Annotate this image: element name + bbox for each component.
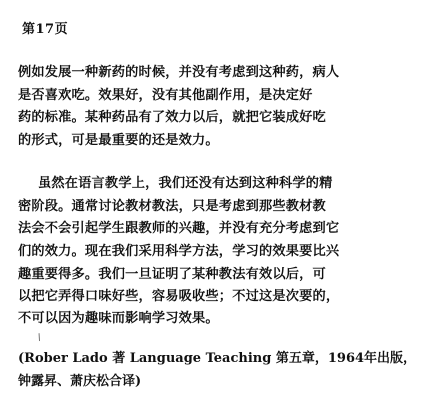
paragraph-2-line: 法会不会引起学生跟教师的兴趣，并没有充分考虑到它 [18,221,340,236]
paragraph-1-line: 例如发展一种新药的时候，并没有考虑到这种药，病人 [18,65,340,80]
paragraph-1-line: 是否喜欢吃。效果好，没有其他副作用，是决定好 [18,88,313,103]
paragraph-2-line: 们的效力。现在我们采用科学方法，学习的效果要比兴 [18,244,340,259]
citation-line: 钟露昇、萧庆松合译) [18,374,142,389]
paragraph-2-line: 不可以因为趣味而影响学习效果。 [18,311,219,326]
citation-line: (Rober Lado 著 Language Teaching 第五章，1964年出版， [18,351,417,366]
stray-pen-mark: / [36,332,43,344]
paragraph-2-line: 以把它弄得口味好些，容易吸收些；不过这是次要的， [18,289,340,304]
paragraph-2-line: 趣重要得多。我们一旦证明了某种教法有效以后，可 [18,267,326,282]
page-number-label: 第17页 [22,22,69,37]
paragraph-1-line: 药的标准。某种药品有了效力以后，就把它装成好吃 [18,110,326,125]
paragraph-1-line: 的形式，可是最重要的还是效力。 [18,133,219,148]
paragraph-2-line: 虽然在语言教学上，我们还没有达到这种科学的精 [38,176,333,191]
paragraph-2-line: 密阶段。通常讨论教材教法，只是考虑到那些教材教 [18,199,326,214]
